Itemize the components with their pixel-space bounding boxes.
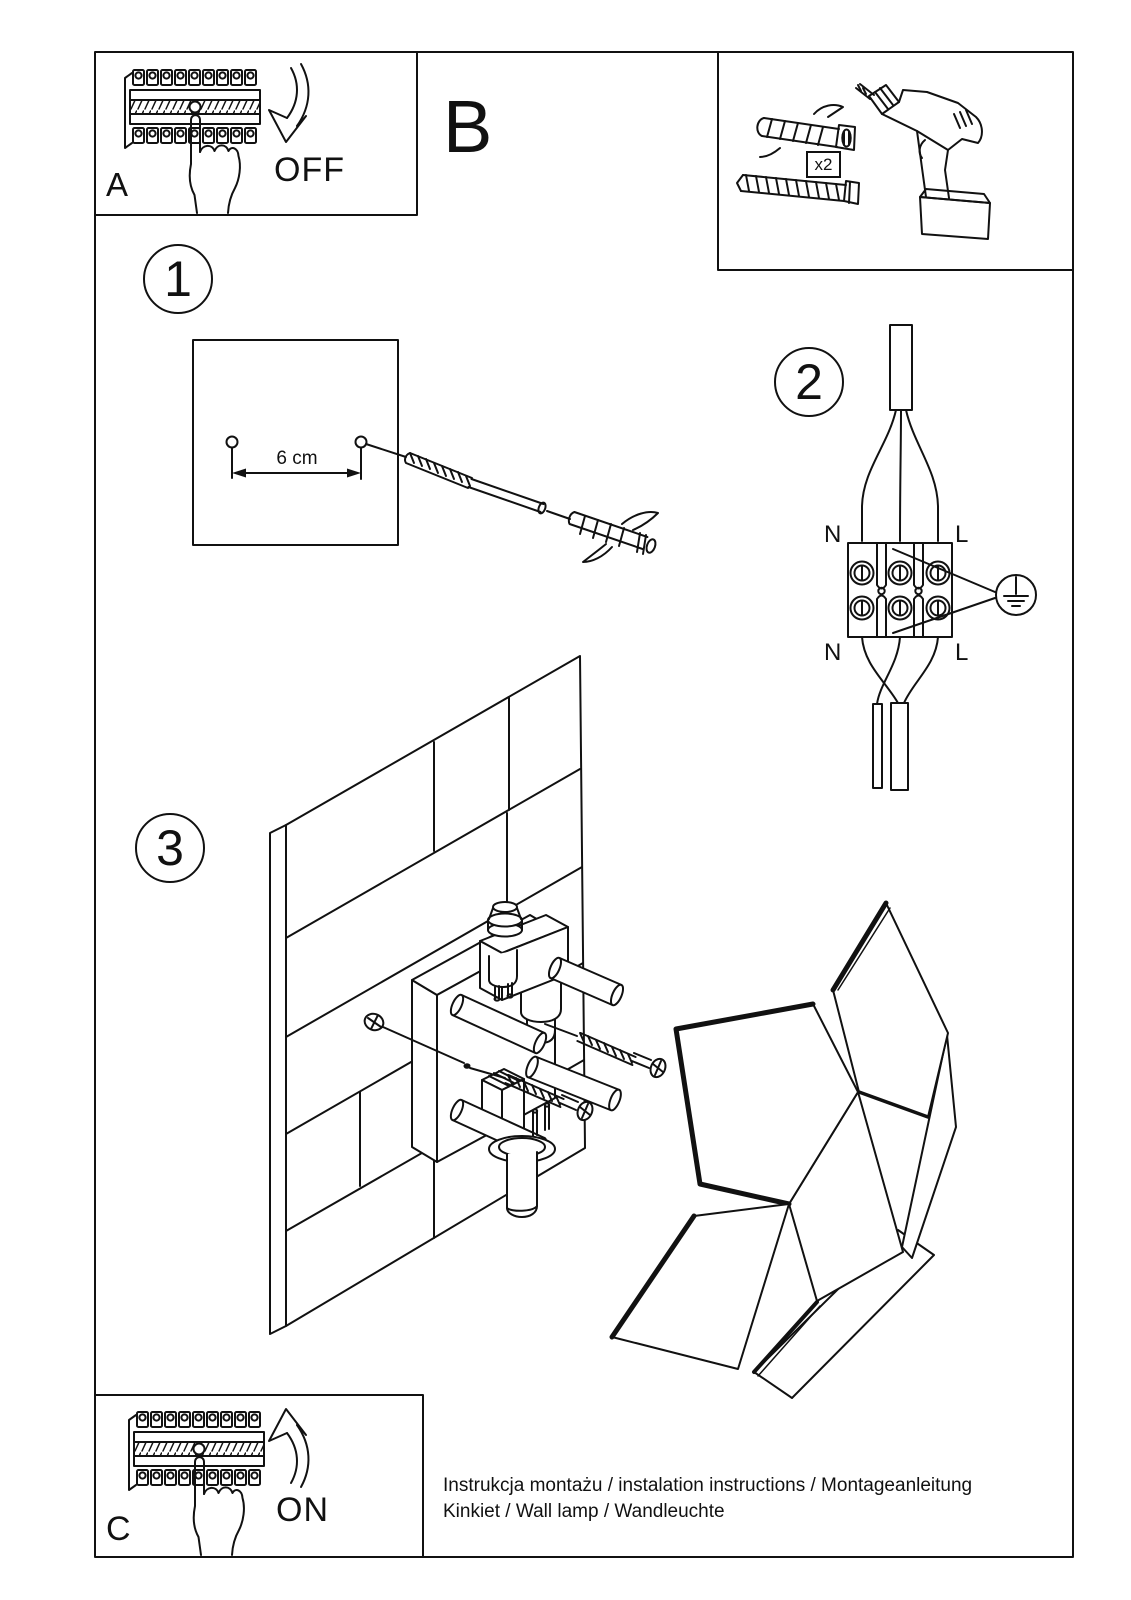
box-a-label: A: [106, 166, 129, 203]
lamp-cable: [891, 703, 908, 790]
terminal-l-bottom: L: [955, 639, 969, 666]
wall-plug-small-icon: [569, 512, 658, 562]
dimension-line: [232, 469, 361, 478]
off-label: OFF: [274, 151, 345, 189]
step-2-illustration: [848, 325, 1036, 790]
page-frame: [95, 52, 1073, 1557]
terminal-block-icon: [848, 543, 952, 637]
footer-line-2: Kinkiet / Wall lamp / Wandleuchte: [443, 1501, 725, 1522]
on-label: ON: [276, 1491, 329, 1529]
step-3-badge: 3: [135, 813, 205, 883]
bracket-icon: [362, 902, 668, 1217]
quantity-badge: x2: [806, 151, 841, 178]
ground-wire: [873, 704, 882, 788]
wall-plug-icon: [757, 105, 855, 157]
dome-knob: [488, 902, 522, 937]
drill-icon: [856, 84, 990, 239]
step-2-badge: 2: [774, 347, 844, 417]
box-a-illustration: [125, 64, 308, 213]
supply-cable: [890, 325, 912, 410]
box-c-label: C: [106, 1510, 131, 1548]
box-b-illustration: [737, 84, 990, 239]
box-b-label: B: [443, 85, 493, 168]
screw-icon: [737, 175, 859, 204]
shade-panel-bottom-left: [612, 1204, 789, 1369]
bottom-column: [489, 1136, 555, 1217]
footer-line-1: Instrukcja montażu / instalation instructions / Montageanleitung: [443, 1475, 973, 1496]
drill-bit-icon: [366, 444, 570, 519]
supply-wires: [862, 410, 938, 541]
drill-hole-left: [227, 437, 238, 448]
drill-hole-right: [356, 437, 367, 448]
box-b-border: [718, 52, 1073, 270]
output-wires: [862, 637, 938, 790]
lamp-shade-icon: [612, 903, 956, 1398]
terminal-l-top: L: [955, 521, 969, 548]
terminal-n-top: N: [824, 521, 842, 548]
curved-arrow-up-icon: [269, 1409, 308, 1487]
box-c-illustration: [129, 1409, 308, 1555]
terminal-n-bottom: N: [824, 639, 842, 666]
hole-spacing-label: 6 cm: [276, 448, 318, 469]
step-1-badge: 1: [143, 244, 213, 314]
curved-arrow-down-icon: [269, 64, 308, 142]
